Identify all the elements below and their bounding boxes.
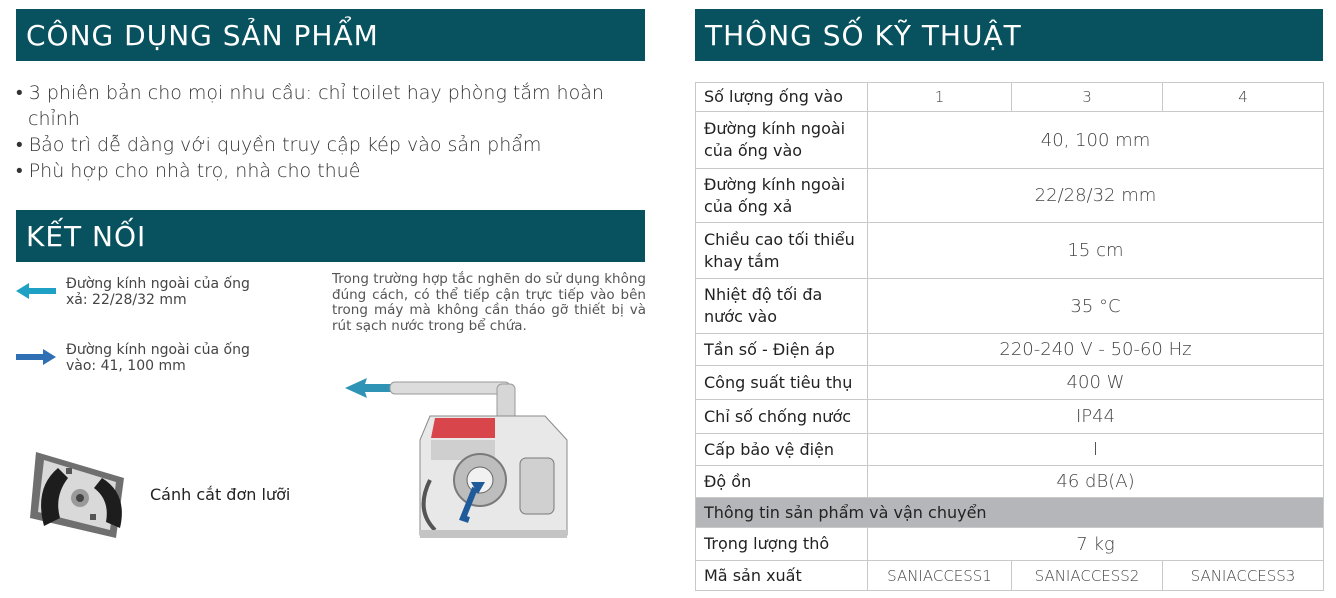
table-row (696, 279, 1324, 334)
cell-value: 3 (1012, 83, 1163, 112)
row-label: Đường kính ngoài của ống vào (696, 112, 868, 169)
row-label: Công suất tiêu thụ (696, 366, 868, 400)
row-label: Số lượng ống vào (696, 83, 868, 112)
cell-value: 1 (868, 83, 1012, 112)
cell-value: SANIACCESS2 (1012, 561, 1163, 591)
table-section-header (696, 498, 1324, 528)
table-row (696, 434, 1324, 466)
table-row (696, 366, 1324, 400)
section-header-label: Thông tin sản phẩm và vận chuyển (696, 498, 1324, 528)
cell-value: 22/28/32 mm (868, 169, 1324, 223)
arrow-left-icon (16, 282, 56, 300)
table-row (696, 466, 1324, 498)
inlet-info (16, 342, 256, 374)
row-label: Mã sản xuất (696, 561, 868, 591)
cell-value: 220-240 V - 50-60 Hz (868, 334, 1324, 366)
cell-value: SANIACCESS3 (1163, 561, 1324, 591)
cell-value: 4 (1163, 83, 1324, 112)
usage-bullet-list (16, 80, 646, 184)
cell-value: 7 kg (868, 528, 1324, 561)
usage-banner (16, 9, 645, 61)
blade-label: Cánh cắt đơn lưỡi (150, 485, 291, 504)
table-row (696, 334, 1324, 366)
maintenance-note: Trong trường hợp tắc nghẽn do sử dụng không đúng cách, có thể tiếp cận trực tiếp vào bên trong máy mà không cần tháo gỡ thiết bị và rút sạch nước trong bể chứa. (332, 271, 646, 334)
specs-banner (695, 9, 1323, 61)
usage-bullet: • Phù hợp cho nhà trọ, nhà cho thuê (16, 158, 646, 184)
row-label: Độ ồn (696, 466, 868, 498)
row-label: Tần số - Điện áp (696, 334, 868, 366)
row-label: Trọng lượng thô (696, 528, 868, 561)
specs-title: THÔNG SỐ KỸ THUẬT (705, 18, 1022, 52)
cell-value: 400 W (868, 366, 1324, 400)
cell-value: 46 dB(A) (868, 466, 1324, 498)
table-row (696, 223, 1324, 279)
row-label: Chỉ số chống nước (696, 400, 868, 434)
table-row (696, 561, 1324, 591)
cell-value: 40, 100 mm (868, 112, 1324, 169)
row-label: Nhiệt độ tối đa nước vào (696, 279, 868, 334)
row-label: Đường kính ngoài của ống xả (696, 169, 868, 223)
usage-title: CÔNG DỤNG SẢN PHẨM (26, 18, 379, 52)
row-label: Chiều cao tối thiểu khay tắm (696, 223, 868, 279)
connect-title: KẾT NỐI (26, 219, 147, 253)
cell-value: IP44 (868, 400, 1324, 434)
table-row (696, 528, 1324, 561)
table-row (696, 400, 1324, 434)
inlet-text: Đường kính ngoài của ống vào: 41, 100 mm (66, 342, 250, 374)
pump-image (335, 370, 580, 560)
table-row (696, 112, 1324, 169)
outlet-info (16, 276, 256, 308)
table-row (696, 83, 1324, 112)
cell-value: 35 °C (868, 279, 1324, 334)
specs-table (695, 82, 1324, 591)
connect-banner (16, 210, 645, 262)
table-row (696, 169, 1324, 223)
blade-image (24, 448, 136, 542)
usage-bullet: • 3 phiên bản cho mọi nhu cầu: chỉ toilet hay phòng tắm hoàn chỉnh (16, 80, 646, 132)
usage-bullet: • Bảo trì dễ dàng với quyền truy cập kép vào sản phẩm (16, 132, 646, 158)
row-label: Cấp bảo vệ điện (696, 434, 868, 466)
cell-value: 15 cm (868, 223, 1324, 279)
cell-value: I (868, 434, 1324, 466)
arrow-right-icon (16, 348, 56, 366)
cell-value: SANIACCESS1 (868, 561, 1012, 591)
outlet-text: Đường kính ngoài của ống xả: 22/28/32 mm (66, 276, 250, 308)
